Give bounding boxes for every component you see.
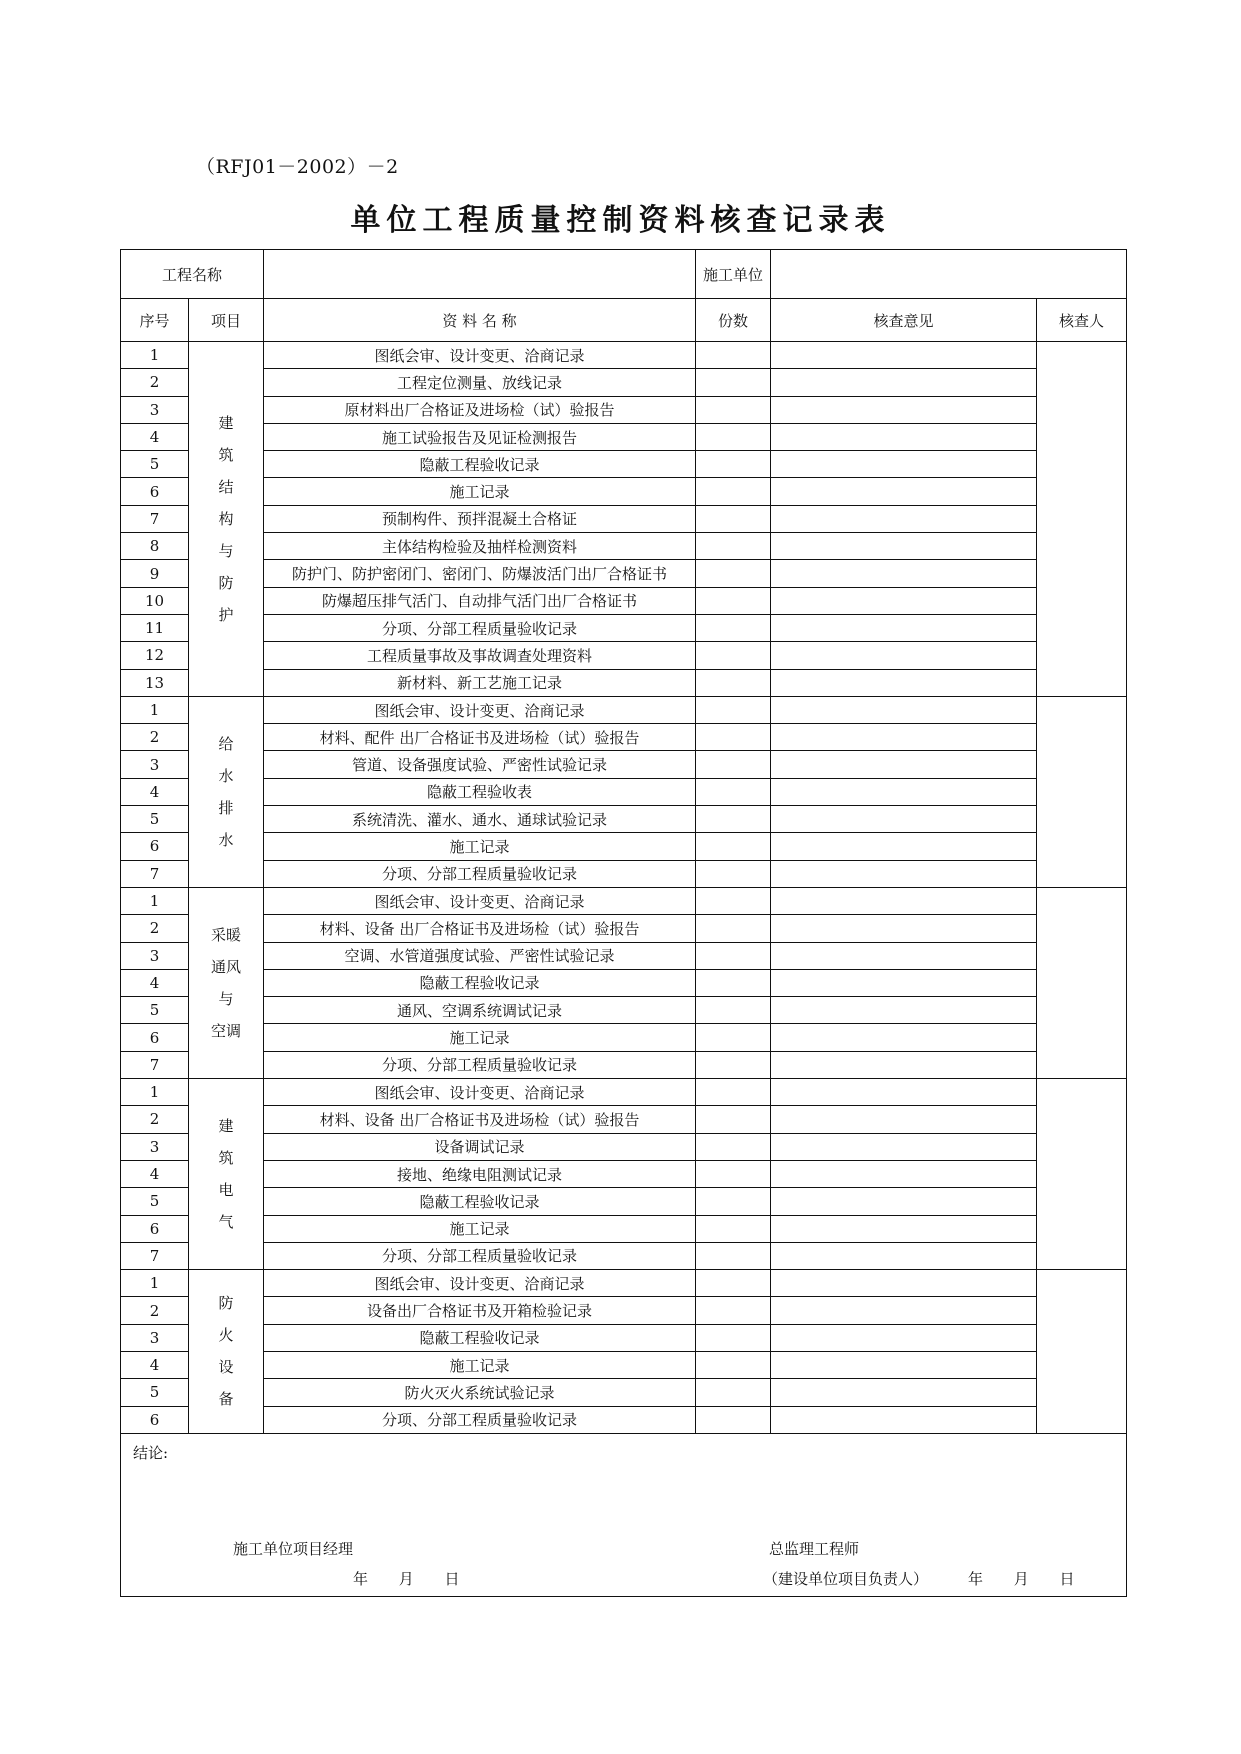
project-name-field[interactable] (264, 250, 696, 299)
document-name: 施工试验报告及见证检测报告 (264, 423, 696, 450)
opinion-field[interactable] (771, 560, 1037, 587)
table-row (121, 1215, 1127, 1242)
copies-field[interactable] (696, 1324, 771, 1351)
category-char: 气 (218, 1213, 234, 1232)
row-number: 6 (121, 1215, 189, 1242)
copies-field[interactable] (696, 751, 771, 778)
category-char: 电 (218, 1181, 234, 1200)
copies-field[interactable] (696, 778, 771, 805)
opinion-field[interactable] (771, 369, 1037, 396)
row-number: 1 (121, 887, 189, 914)
table-row (121, 1406, 1127, 1433)
table-row (121, 1379, 1127, 1406)
copies-field[interactable] (696, 833, 771, 860)
document-name: 图纸会审、设计变更、洽商记录 (264, 1270, 696, 1297)
document-name: 图纸会审、设计变更、洽商记录 (264, 342, 696, 369)
col-opinion-header: 核查意见 (771, 299, 1037, 342)
document-name: 新材料、新工艺施工记录 (264, 669, 696, 696)
copies-field[interactable] (696, 969, 771, 996)
owner-signature-line (763, 1568, 1075, 1589)
table-row (121, 587, 1127, 614)
opinion-field[interactable] (771, 806, 1037, 833)
table-row (121, 669, 1127, 696)
row-number: 3 (121, 751, 189, 778)
row-number: 5 (121, 451, 189, 478)
conclusion-label: 结论: (133, 1443, 169, 1462)
owner-representative-label: （建设单位项目负责人） (763, 1569, 929, 1588)
copies-field[interactable] (696, 1242, 771, 1269)
row-number: 2 (121, 1106, 189, 1133)
document-name: 防护门、防护密闭门、密闭门、防爆波活门出厂合格证书 (264, 560, 696, 587)
row-number: 6 (121, 1024, 189, 1051)
row-number: 6 (121, 833, 189, 860)
row-number: 8 (121, 533, 189, 560)
document-name: 施工记录 (264, 833, 696, 860)
opinion-field[interactable] (771, 833, 1037, 860)
copies-field[interactable] (696, 614, 771, 641)
row-number: 1 (121, 696, 189, 723)
copies-field[interactable] (696, 1379, 771, 1406)
category-char: 建 (218, 1117, 234, 1136)
copies-field[interactable] (696, 1106, 771, 1133)
opinion-field[interactable] (771, 1160, 1037, 1187)
checker-field[interactable] (1037, 1270, 1127, 1434)
opinion-field[interactable] (771, 1379, 1037, 1406)
row-number: 9 (121, 560, 189, 587)
row-number: 5 (121, 806, 189, 833)
table-row (121, 1351, 1127, 1378)
document-name: 防火灭火系统试验记录 (264, 1379, 696, 1406)
opinion-field[interactable] (771, 423, 1037, 450)
category-char: 采暖 (211, 925, 242, 944)
table-row (121, 969, 1127, 996)
category-char: 火 (218, 1326, 234, 1345)
opinion-field[interactable] (771, 1324, 1037, 1351)
document-name: 隐蔽工程验收记录 (264, 1188, 696, 1215)
opinion-field[interactable] (771, 642, 1037, 669)
table-row (121, 915, 1127, 942)
copies-field[interactable] (696, 1133, 771, 1160)
chief-supervisor-label: 总监理工程师 (769, 1539, 860, 1558)
quality-record-table (120, 249, 1127, 1597)
opinion-field[interactable] (771, 860, 1037, 887)
opinion-field[interactable] (771, 533, 1037, 560)
copies-field[interactable] (696, 642, 771, 669)
document-name: 空调、水管道强度试验、严密性试验记录 (264, 942, 696, 969)
table-row (121, 614, 1127, 641)
row-number: 1 (121, 1079, 189, 1106)
opinion-field[interactable] (771, 1242, 1037, 1269)
table-row (121, 997, 1127, 1024)
table-row (121, 1160, 1127, 1187)
category-char: 水 (218, 830, 234, 849)
owner-date: 年 月 日 (968, 1569, 1075, 1588)
row-number: 12 (121, 642, 189, 669)
copies-field[interactable] (696, 1079, 771, 1106)
opinion-field[interactable] (771, 1297, 1037, 1324)
category-char: 通风 (211, 957, 242, 976)
document-name: 分项、分部工程质量验收记录 (264, 860, 696, 887)
col-checker-header: 核查人 (1037, 299, 1127, 342)
col-item-header: 项目 (189, 299, 264, 342)
document-name: 防爆超压排气活门、自动排气活门出厂合格证书 (264, 587, 696, 614)
copies-field[interactable] (696, 533, 771, 560)
document-name: 工程质量事故及事故调查处理资料 (264, 642, 696, 669)
table-row (121, 369, 1127, 396)
category-char: 构 (218, 509, 234, 528)
document-name: 管道、设备强度试验、严密性试验记录 (264, 751, 696, 778)
copies-field[interactable] (696, 997, 771, 1024)
contractor-date: 年 月 日 (353, 1569, 460, 1588)
document-name: 分项、分部工程质量验收记录 (264, 614, 696, 641)
category-char: 护 (218, 605, 234, 624)
copies-field[interactable] (696, 1297, 771, 1324)
row-number: 6 (121, 1406, 189, 1433)
category-char: 与 (218, 989, 234, 1008)
checker-field[interactable] (1037, 887, 1127, 1078)
document-name: 材料、配件 出厂合格证书及进场检（试）验报告 (264, 724, 696, 751)
row-number: 7 (121, 1051, 189, 1078)
opinion-field[interactable] (771, 669, 1037, 696)
category-cell (189, 696, 264, 887)
document-name: 设备出厂合格证书及开箱检验记录 (264, 1297, 696, 1324)
document-name: 预制构件、预拌混凝土合格证 (264, 505, 696, 532)
document-name: 设备调试记录 (264, 1133, 696, 1160)
row-number: 5 (121, 997, 189, 1024)
opinion-field[interactable] (771, 887, 1037, 914)
row-number: 2 (121, 915, 189, 942)
table-row (121, 423, 1127, 450)
row-number: 1 (121, 1270, 189, 1297)
row-number: 13 (121, 669, 189, 696)
document-name: 施工记录 (264, 1351, 696, 1378)
row-number: 7 (121, 860, 189, 887)
contractor-label: 施工单位 (696, 250, 771, 299)
table-row (121, 396, 1127, 423)
category-cell (189, 1079, 264, 1270)
copies-field[interactable] (696, 342, 771, 369)
row-number: 11 (121, 614, 189, 641)
table-row (121, 1242, 1127, 1269)
copies-field[interactable] (696, 669, 771, 696)
copies-field[interactable] (696, 1160, 771, 1187)
table-row (121, 860, 1127, 887)
opinion-field[interactable] (771, 1270, 1037, 1297)
copies-field[interactable] (696, 396, 771, 423)
row-number: 4 (121, 1351, 189, 1378)
row-number: 2 (121, 1297, 189, 1324)
category-cell (189, 887, 264, 1078)
opinion-field[interactable] (771, 997, 1037, 1024)
copies-field[interactable] (696, 724, 771, 751)
copies-field[interactable] (696, 1215, 771, 1242)
document-name: 隐蔽工程验收表 (264, 778, 696, 805)
opinion-field[interactable] (771, 724, 1037, 751)
document-code: （RFJ01－2002）－2 (196, 156, 399, 178)
category-char: 排 (218, 798, 234, 817)
row-number: 3 (121, 1324, 189, 1351)
document-name: 材料、设备 出厂合格证书及进场检（试）验报告 (264, 915, 696, 942)
opinion-field[interactable] (771, 396, 1037, 423)
opinion-field[interactable] (771, 1215, 1037, 1242)
row-number: 7 (121, 1242, 189, 1269)
category-char: 建 (218, 413, 234, 432)
table-row (121, 1051, 1127, 1078)
opinion-field[interactable] (771, 342, 1037, 369)
category-char: 设 (218, 1358, 234, 1377)
header-row-columns (121, 299, 1127, 342)
document-name: 原材料出厂合格证及进场检（试）验报告 (264, 396, 696, 423)
table-row (121, 642, 1127, 669)
opinion-field[interactable] (771, 1188, 1037, 1215)
opinion-field[interactable] (771, 1024, 1037, 1051)
table-row (121, 942, 1127, 969)
checker-field[interactable] (1037, 1079, 1127, 1270)
table-row (121, 533, 1127, 560)
table-row (121, 696, 1127, 723)
category-char: 防 (218, 573, 234, 592)
table-row (121, 1270, 1127, 1297)
row-number: 3 (121, 942, 189, 969)
copies-field[interactable] (696, 887, 771, 914)
row-number: 3 (121, 1133, 189, 1160)
row-number: 4 (121, 1160, 189, 1187)
document-name: 接地、绝缘电阻测试记录 (264, 1160, 696, 1187)
table-row (121, 505, 1127, 532)
project-name-label: 工程名称 (121, 250, 264, 299)
copies-field[interactable] (696, 451, 771, 478)
category-char: 筑 (218, 445, 234, 464)
category-char: 水 (218, 766, 234, 785)
table-row (121, 778, 1127, 805)
row-number: 6 (121, 478, 189, 505)
contractor-field[interactable] (771, 250, 1127, 299)
document-name: 图纸会审、设计变更、洽商记录 (264, 1079, 696, 1106)
table-row (121, 1297, 1127, 1324)
copies-field[interactable] (696, 505, 771, 532)
document-name: 施工记录 (264, 478, 696, 505)
row-number: 4 (121, 778, 189, 805)
table-row (121, 1106, 1127, 1133)
col-no-header: 序号 (121, 299, 189, 342)
document-name: 隐蔽工程验收记录 (264, 1324, 696, 1351)
opinion-field[interactable] (771, 751, 1037, 778)
col-copies-header: 份数 (696, 299, 771, 342)
table-row (121, 560, 1127, 587)
opinion-field[interactable] (771, 478, 1037, 505)
document-name: 通风、空调系统调试记录 (264, 997, 696, 1024)
row-number: 5 (121, 1188, 189, 1215)
document-name: 施工记录 (264, 1024, 696, 1051)
document-name: 工程定位测量、放线记录 (264, 369, 696, 396)
document-name: 材料、设备 出厂合格证书及进场检（试）验报告 (264, 1106, 696, 1133)
copies-field[interactable] (696, 942, 771, 969)
col-doc-name-header: 资 料 名 称 (264, 299, 696, 342)
document-name: 分项、分部工程质量验收记录 (264, 1051, 696, 1078)
category-cell (189, 1270, 264, 1434)
page-title: 单位工程质量控制资料核查记录表 (350, 203, 891, 238)
copies-field[interactable] (696, 1351, 771, 1378)
copies-field[interactable] (696, 369, 771, 396)
category-char: 与 (218, 541, 234, 560)
opinion-field[interactable] (771, 1133, 1037, 1160)
row-number: 7 (121, 505, 189, 532)
table-row (121, 451, 1127, 478)
row-number: 3 (121, 396, 189, 423)
table-row (121, 887, 1127, 914)
opinion-field[interactable] (771, 1051, 1037, 1078)
category-char: 结 (218, 477, 234, 496)
opinion-field[interactable] (771, 1406, 1037, 1433)
document-name: 主体结构检验及抽样检测资料 (264, 533, 696, 560)
contractor-manager-label: 施工单位项目经理 (233, 1539, 354, 1558)
opinion-field[interactable] (771, 1079, 1037, 1106)
copies-field[interactable] (696, 560, 771, 587)
opinion-field[interactable] (771, 778, 1037, 805)
conclusion-cell[interactable] (121, 1433, 1127, 1596)
copies-field[interactable] (696, 806, 771, 833)
opinion-field[interactable] (771, 451, 1037, 478)
opinion-field[interactable] (771, 587, 1037, 614)
copies-field[interactable] (696, 423, 771, 450)
opinion-field[interactable] (771, 969, 1037, 996)
category-char: 给 (218, 734, 234, 753)
opinion-field[interactable] (771, 505, 1037, 532)
table-row (121, 724, 1127, 751)
opinion-field[interactable] (771, 696, 1037, 723)
document-name: 图纸会审、设计变更、洽商记录 (264, 696, 696, 723)
copies-field[interactable] (696, 915, 771, 942)
row-number: 5 (121, 1379, 189, 1406)
copies-field[interactable] (696, 478, 771, 505)
category-char: 筑 (218, 1149, 234, 1168)
table-row (121, 1024, 1127, 1051)
category-cell (189, 342, 264, 697)
table-row (121, 342, 1127, 369)
opinion-field[interactable] (771, 1106, 1037, 1133)
row-number: 2 (121, 724, 189, 751)
table-row (121, 1133, 1127, 1160)
copies-field[interactable] (696, 587, 771, 614)
row-number: 4 (121, 423, 189, 450)
document-name: 隐蔽工程验收记录 (264, 451, 696, 478)
copies-field[interactable] (696, 1406, 771, 1433)
category-char: 防 (218, 1294, 234, 1313)
table-row (121, 806, 1127, 833)
opinion-field[interactable] (771, 942, 1037, 969)
conclusion-row (121, 1433, 1127, 1596)
checker-field[interactable] (1037, 342, 1127, 697)
document-name: 系统清洗、灌水、通水、通球试验记录 (264, 806, 696, 833)
table-row (121, 833, 1127, 860)
document-name: 施工记录 (264, 1215, 696, 1242)
copies-field[interactable] (696, 696, 771, 723)
category-char: 空调 (211, 1021, 242, 1040)
row-number: 4 (121, 969, 189, 996)
copies-field[interactable] (696, 1188, 771, 1215)
copies-field[interactable] (696, 1270, 771, 1297)
copies-field[interactable] (696, 1024, 771, 1051)
table-row (121, 1188, 1127, 1215)
document-name: 分项、分部工程质量验收记录 (264, 1242, 696, 1269)
header-row-project (121, 250, 1127, 299)
copies-field[interactable] (696, 860, 771, 887)
copies-field[interactable] (696, 1051, 771, 1078)
table-row (121, 1324, 1127, 1351)
checker-field[interactable] (1037, 696, 1127, 887)
document-name: 图纸会审、设计变更、洽商记录 (264, 887, 696, 914)
table-row (121, 478, 1127, 505)
row-number: 1 (121, 342, 189, 369)
row-number: 2 (121, 369, 189, 396)
category-char: 备 (218, 1390, 234, 1409)
table-row (121, 1079, 1127, 1106)
document-name: 分项、分部工程质量验收记录 (264, 1406, 696, 1433)
row-number: 10 (121, 587, 189, 614)
opinion-field[interactable] (771, 915, 1037, 942)
document-name: 隐蔽工程验收记录 (264, 969, 696, 996)
opinion-field[interactable] (771, 614, 1037, 641)
opinion-field[interactable] (771, 1351, 1037, 1378)
table-row (121, 751, 1127, 778)
